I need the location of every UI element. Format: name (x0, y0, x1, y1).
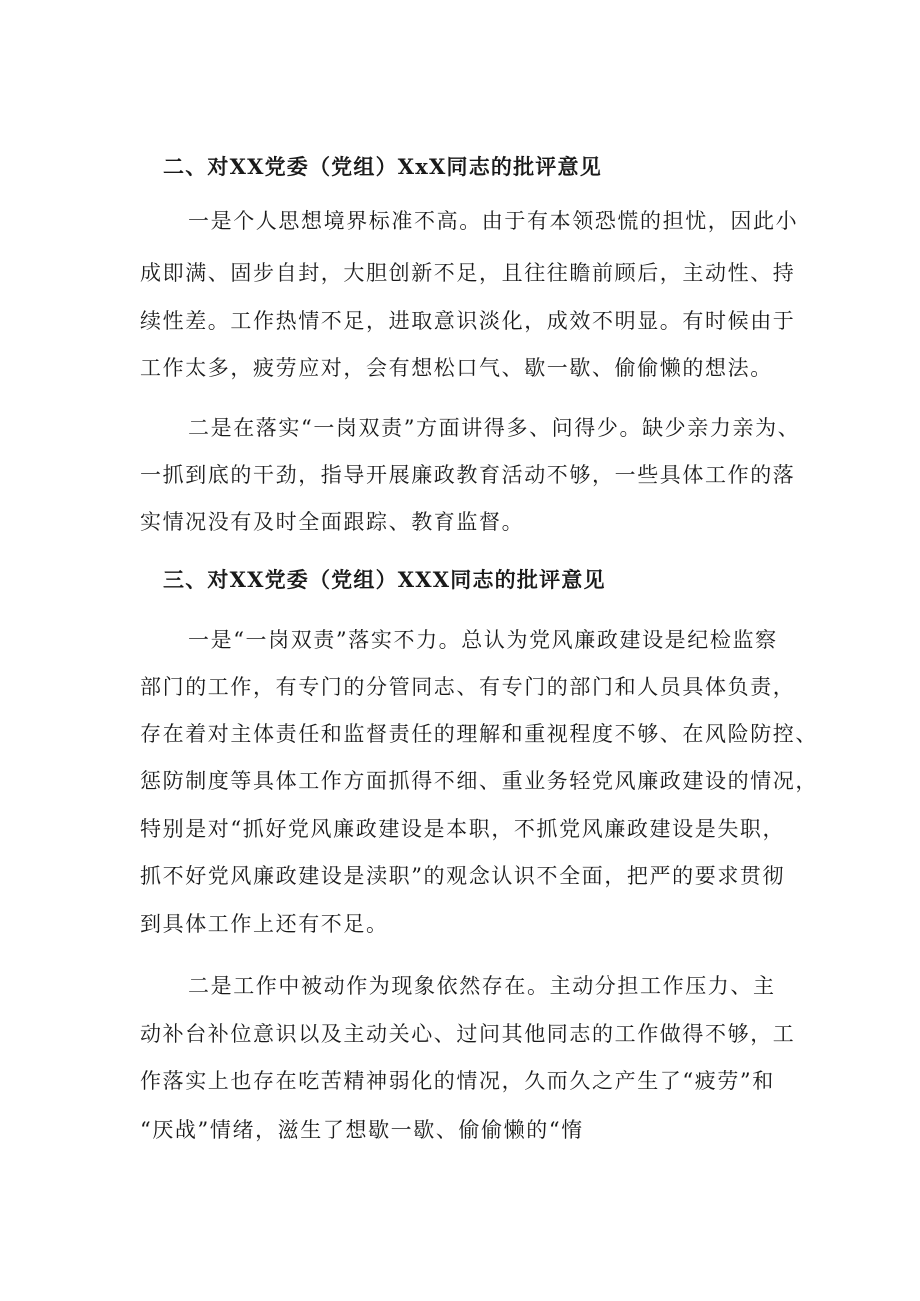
paragraph-line: 成即满、固步自封，大胆创新不足，且往往瞻前顾后，主动性、持 (140, 261, 796, 285)
paragraph-line: 二是在落实“一岗双责”方面讲得多、问得少。缺少亲力亲为、 (188, 416, 801, 440)
paragraph-line: 实情况没有及时全面跟踪、教育监督。 (140, 510, 525, 534)
paragraph-line: 抓不好党风廉政建设是渎职”的观念认识不全面，把严的要求贯彻 (140, 864, 786, 888)
section-3-heading: 三、对XX党委（党组）XXX同志的批评意见 (163, 567, 606, 592)
paragraph-line: 部门的工作，有专门的分管同志、有专门的部门和人员具体负责， (140, 675, 796, 699)
paragraph-line: 一是“一岗双责”落实不力。总认为党风廉政建设是纪检监察 (188, 628, 778, 652)
paragraph-line: 工作太多，疲劳应对，会有想松口气、歇一歇、偷偷懒的想法。 (140, 356, 773, 380)
paragraph-line: 惩防制度等具体工作方面抓得不细、重业务轻党风廉政建设的情况， (140, 769, 818, 793)
paragraph-line: “厌战”情绪，滋生了想歇一歇、偷偷懒的“惰 (140, 1118, 584, 1142)
section-2-heading: 二、对XX党委（党组）XxX同志的批评意见 (163, 154, 602, 179)
paragraph-line: 到具体工作上还有不足。 (140, 912, 389, 936)
paragraph-line: 二是工作中被动作为现象依然存在。主动分担工作压力、主 (188, 974, 776, 998)
paragraph-line: 作落实上也存在吃苦精神弱化的情况，久而久之产生了“疲劳”和 (140, 1069, 775, 1093)
paragraph-line: 一是个人思想境界标准不高。由于有本领恐慌的担忧，因此小 (188, 209, 799, 233)
paragraph-line: 动补台补位意识以及主动关心、过问其他同志的工作做得不够，工 (140, 1022, 796, 1046)
paragraph-line: 续性差。工作热情不足，进取意识淡化，成效不明显。有时候由于 (140, 309, 796, 333)
paragraph-line: 特别是对“抓好党风廉政建设是本职，不抓党风廉政建设是失职， (140, 817, 786, 841)
paragraph-line: 存在着对主体责任和监督责任的理解和重视程度不够、在风险防控、 (140, 722, 818, 746)
paragraph-line: 一抓到底的干劲，指导开展廉政教育活动不够，一些具体工作的落 (140, 463, 796, 487)
